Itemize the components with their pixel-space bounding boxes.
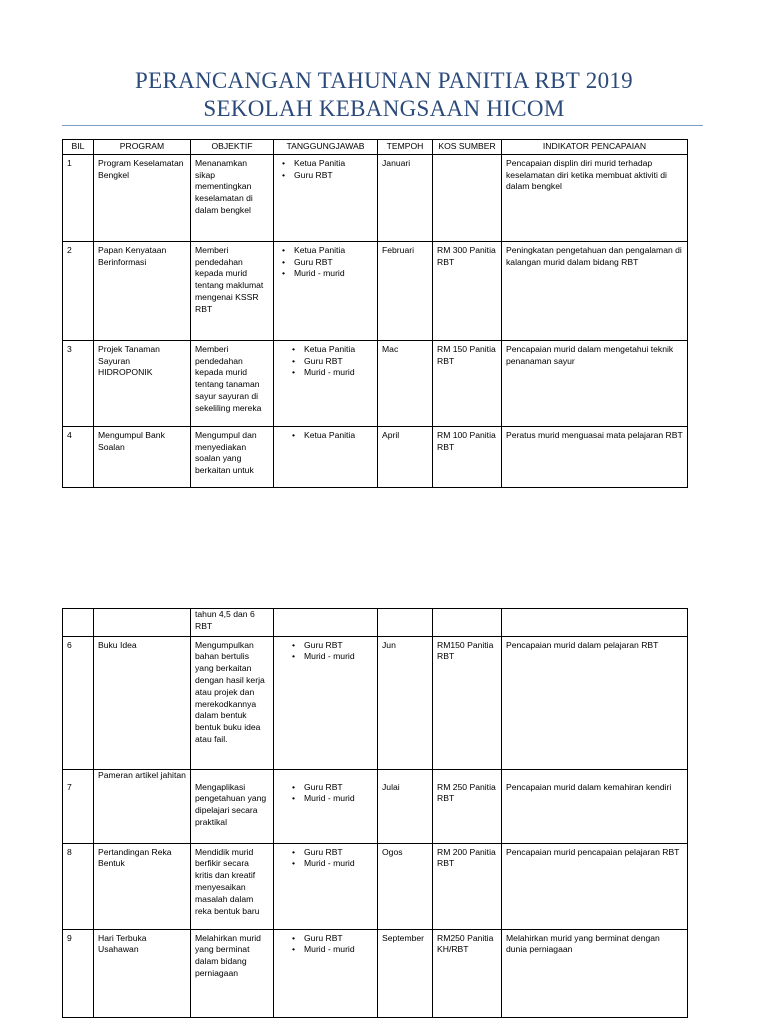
list-item: • Murid - murid [288, 651, 373, 663]
cell-tanggungjawab [274, 154, 378, 241]
cell-bil: 6 [63, 636, 94, 769]
cell-kos [433, 154, 502, 241]
table-row [63, 843, 688, 929]
list-item: • Murid - murid [288, 944, 373, 956]
page-title-line-1: PERANCANGAN TAHUNAN PANITIA RBT 2019 [135, 68, 633, 93]
title-divider [62, 125, 703, 126]
table-row [63, 340, 688, 426]
cell-bil: 9 [63, 929, 94, 1017]
table-row-continuation [63, 609, 688, 637]
cell-tanggungjawab [274, 609, 378, 637]
plan-table-page-2 [62, 608, 688, 1018]
cell-program [94, 609, 191, 637]
cell-kos: RM 100 Panitia RBT [433, 426, 502, 487]
header-program: PROGRAM [94, 140, 191, 155]
cell-indikator: Pencapaian murid dalam pelajaran RBT [502, 636, 688, 769]
list-item: • Murid - murid [288, 367, 373, 379]
cell-objektif: Melahirkan murid yang berminat dalam bidang perniagaan [191, 929, 274, 1017]
cell-indikator: Pencapaian murid dalam mengetahui teknik penanaman sayur [502, 340, 688, 426]
cell-indikator: Peningkatan pengetahuan dan pengalaman di kalangan murid dalam bidang RBT [502, 241, 688, 340]
cell-program: Pertandingan Reka Bentuk [94, 843, 191, 929]
cell-kos: RM 200 Panitia RBT [433, 843, 502, 929]
cell-objektif: Mengaplikasi pengetahuan yang dipelajari secara praktikal [191, 769, 274, 843]
cell-program: Pameran artikel jahitan [94, 769, 191, 843]
list-item: • Guru RBT [288, 847, 373, 859]
page-title-line-2: SEKOLAH KEBANGSAAN HICOM [203, 96, 565, 121]
table-row [63, 241, 688, 340]
cell-program: Program Keselamatan Bengkel [94, 154, 191, 241]
cell-kos [433, 609, 502, 637]
cell-tanggungjawab [274, 426, 378, 487]
list-item: • Guru RBT [278, 170, 373, 182]
cell-program: Hari Terbuka Usahawan [94, 929, 191, 1017]
cell-program: Projek Tanaman Sayuran HIDROPONIK [94, 340, 191, 426]
table-row [63, 929, 688, 1017]
header-tanggungjawab: TANGGUNGJAWAB [274, 140, 378, 155]
cell-tanggungjawab [274, 769, 378, 843]
cell-tempoh: Julai [378, 769, 433, 843]
list-item: • Guru RBT [288, 933, 373, 945]
header-tempoh: TEMPOH [378, 140, 433, 155]
list-item: • Murid - murid [288, 858, 373, 870]
cell-bil: 8 [63, 843, 94, 929]
cell-indikator: Pencapaian displin diri murid terhadap keselamatan diri ketika membuat aktiviti di dalam bengkel [502, 154, 688, 241]
table-row [63, 154, 688, 241]
list-item: • Ketua Panitia [288, 430, 373, 442]
list-item: • Guru RBT [288, 356, 373, 368]
cell-objektif: tahun 4,5 dan 6 RBT [191, 609, 274, 637]
cell-program: Buku Idea [94, 636, 191, 769]
list-item: • Ketua Panitia [278, 245, 373, 257]
cell-tanggungjawab [274, 843, 378, 929]
cell-tempoh: Jun [378, 636, 433, 769]
table-header-row [63, 140, 688, 155]
cell-bil: 2 [63, 241, 94, 340]
cell-objektif: Memberi pendedahan kepada murid tentang tanaman sayur sayuran di sekeliling mereka [191, 340, 274, 426]
cell-tempoh: Ogos [378, 843, 433, 929]
table-row [63, 769, 688, 843]
cell-objektif: Mendidik murid berfikir secara kritis dan kreatif menyesaikan masalah dalam reka bentuk baru [191, 843, 274, 929]
list-item: • Guru RBT [288, 640, 373, 652]
cell-objektif: Menanamkan sikap mementingkan keselamatan di dalam bengkel [191, 154, 274, 241]
list-item: • Murid - murid [288, 793, 373, 805]
cell-indikator: Pencapaian murid pencapaian pelajaran RBT [502, 843, 688, 929]
cell-tempoh: Mac [378, 340, 433, 426]
cell-objektif: Mengumpul dan menyediakan soalan yang berkaitan untuk [191, 426, 274, 487]
cell-bil: 7 [63, 769, 94, 843]
cell-objektif: Memberi pendedahan kepada murid tentang maklumat mengenai KSSR RBT [191, 241, 274, 340]
cell-program: Papan Kenyataan Berinformasi [94, 241, 191, 340]
table-row [63, 636, 688, 769]
cell-bil [63, 609, 94, 637]
plan-table-page-1 [62, 139, 688, 488]
header-indikator: INDIKATOR PENCAPAIAN [502, 140, 688, 155]
cell-kos: RM 150 Panitia RBT [433, 340, 502, 426]
cell-tanggungjawab [274, 241, 378, 340]
cell-indikator [502, 609, 688, 637]
cell-kos: RM250 Panitia KH/RBT [433, 929, 502, 1017]
cell-bil: 4 [63, 426, 94, 487]
list-item: • Guru RBT [278, 257, 373, 269]
cell-tempoh [378, 609, 433, 637]
cell-indikator: Melahirkan murid yang berminat dengan dunia perniagaan [502, 929, 688, 1017]
cell-tanggungjawab [274, 340, 378, 426]
header-bil: BIL [63, 140, 94, 155]
list-item: • Murid - murid [278, 268, 373, 280]
header-objektif: OBJEKTIF [191, 140, 274, 155]
cell-tempoh: September [378, 929, 433, 1017]
cell-program: Mengumpul Bank Soalan [94, 426, 191, 487]
cell-tempoh: April [378, 426, 433, 487]
cell-tempoh: Februari [378, 241, 433, 340]
list-item: • Ketua Panitia [278, 158, 373, 170]
cell-objektif: Mengumpulkan bahan bertulis yang berkaitan dengan hasil kerja atau projek dan merekodkannya dalam bentuk bentuk buku idea atau fail. [191, 636, 274, 769]
table-row [63, 426, 688, 487]
cell-tempoh: Januari [378, 154, 433, 241]
list-item: • Ketua Panitia [288, 344, 373, 356]
cell-kos: RM 250 Panitia RBT [433, 769, 502, 843]
cell-indikator: Pencapaian murid dalam kemahiran kendiri [502, 769, 688, 843]
cell-indikator: Peratus murid menguasai mata pelajaran RBT [502, 426, 688, 487]
cell-bil: 1 [63, 154, 94, 241]
cell-kos: RM150 Panitia RBT [433, 636, 502, 769]
cell-kos: RM 300 Panitia RBT [433, 241, 502, 340]
list-item: • Guru RBT [288, 782, 373, 794]
cell-tanggungjawab [274, 929, 378, 1017]
cell-tanggungjawab [274, 636, 378, 769]
header-kos-sumber: KOS SUMBER [433, 140, 502, 155]
cell-bil: 3 [63, 340, 94, 426]
